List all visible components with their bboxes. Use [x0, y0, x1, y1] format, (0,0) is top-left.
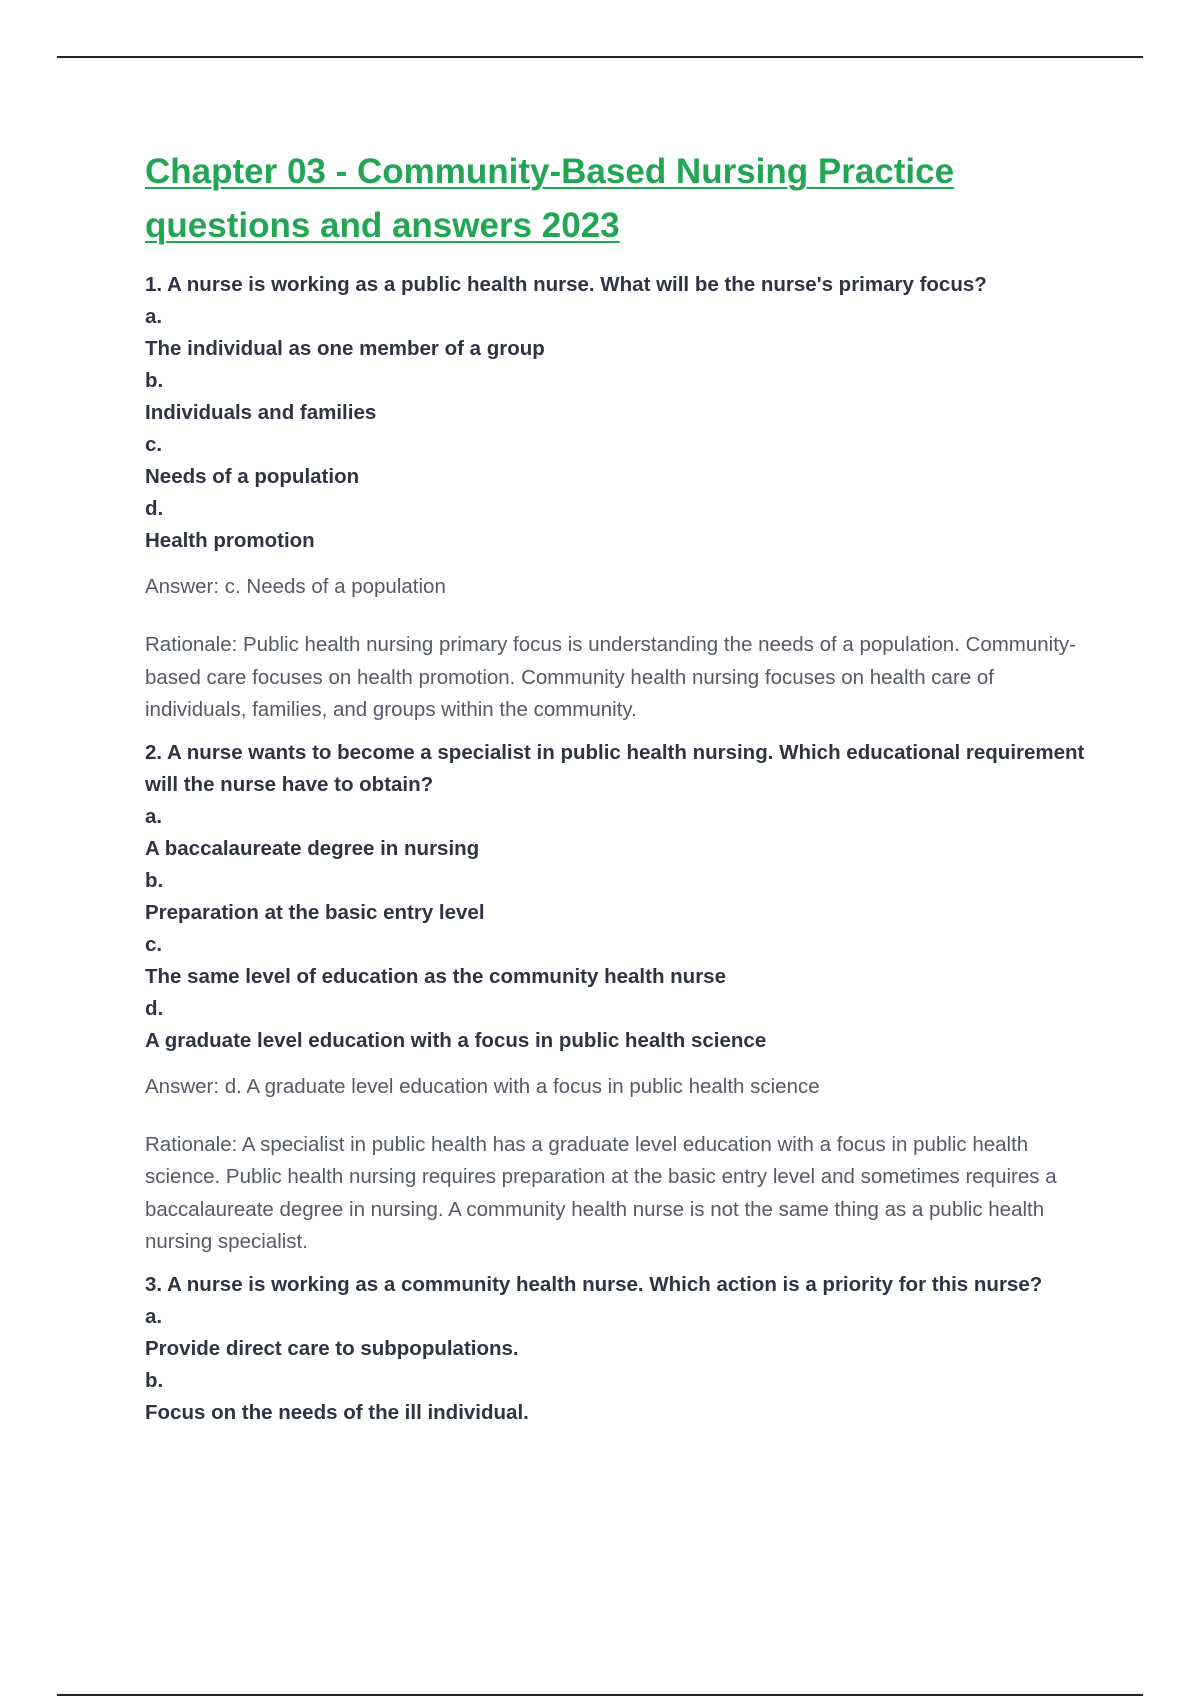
- question-3: [145, 1269, 1085, 1429]
- option-c-label: c.: [145, 932, 163, 956]
- option-b-label: b.: [145, 1368, 164, 1392]
- option-b-label: b.: [145, 369, 164, 392]
- option-d-text: A graduate level education with a focus in public health science: [145, 1028, 767, 1052]
- option-c-text: Needs of a population: [145, 465, 360, 488]
- option-a-text: A baccalaureate degree in nursing: [145, 836, 480, 860]
- option-d-label: d.: [145, 497, 164, 520]
- option-b-text: Preparation at the basic entry level: [145, 900, 485, 924]
- answer: Answer: c. Needs of a population: [145, 575, 446, 598]
- header-rule: [57, 56, 1143, 58]
- title-line-2: questions and answers 2023: [145, 206, 620, 245]
- option-c-text: The same level of education as the community health nurse: [145, 964, 726, 988]
- document-body: [145, 145, 1085, 1437]
- option-a-label: a.: [145, 804, 163, 828]
- option-b-label: b.: [145, 868, 164, 892]
- question-stem: 1. A nurse is working as a public health nurse. What will be the nurse's primary focus?: [145, 273, 987, 296]
- option-c-label: c.: [145, 433, 163, 456]
- question-stem: 3. A nurse is working as a community health nurse. Which action is a priority for this nurse?: [145, 1272, 1043, 1296]
- option-a-text: The individual as one member of a group: [145, 337, 545, 360]
- rationale: Rationale: Public health nursing primary focus is understanding the needs of a population. Community-based care focuses on health promotion. Community health nursing focuses on health care of individuals, families, and groups within the community.: [145, 633, 1076, 721]
- footer-rule: [57, 1694, 1143, 1696]
- question-stem: 2. A nurse wants to become a specialist in public health nursing. Which educational requirement will the nurse have to obtain?: [145, 740, 1085, 796]
- option-b-text: Individuals and families: [145, 401, 377, 424]
- question-2: [145, 737, 1085, 1259]
- option-a-text: Provide direct care to subpopulations.: [145, 1336, 519, 1360]
- option-a-label: a.: [145, 305, 163, 328]
- question-1: [145, 269, 1085, 727]
- rationale: Rationale: A specialist in public health has a graduate level education with a focus in public health science. Public health nursing requires preparation at the basic entry level and sometimes requires a baccalaureate degree in nursing. A community health nurse is not the same thing as a public health nursing specialist.: [145, 1132, 1057, 1253]
- title-line-1: Chapter 03 - Community-Based Nursing Practice: [145, 152, 955, 191]
- option-b-text: Focus on the needs of the ill individual.: [145, 1400, 529, 1424]
- answer: Answer: d. A graduate level education with a focus in public health science: [145, 1074, 820, 1098]
- document-title: [145, 145, 1085, 253]
- option-d-label: d.: [145, 996, 164, 1020]
- option-d-text: Health promotion: [145, 529, 315, 552]
- option-a-label: a.: [145, 1304, 163, 1328]
